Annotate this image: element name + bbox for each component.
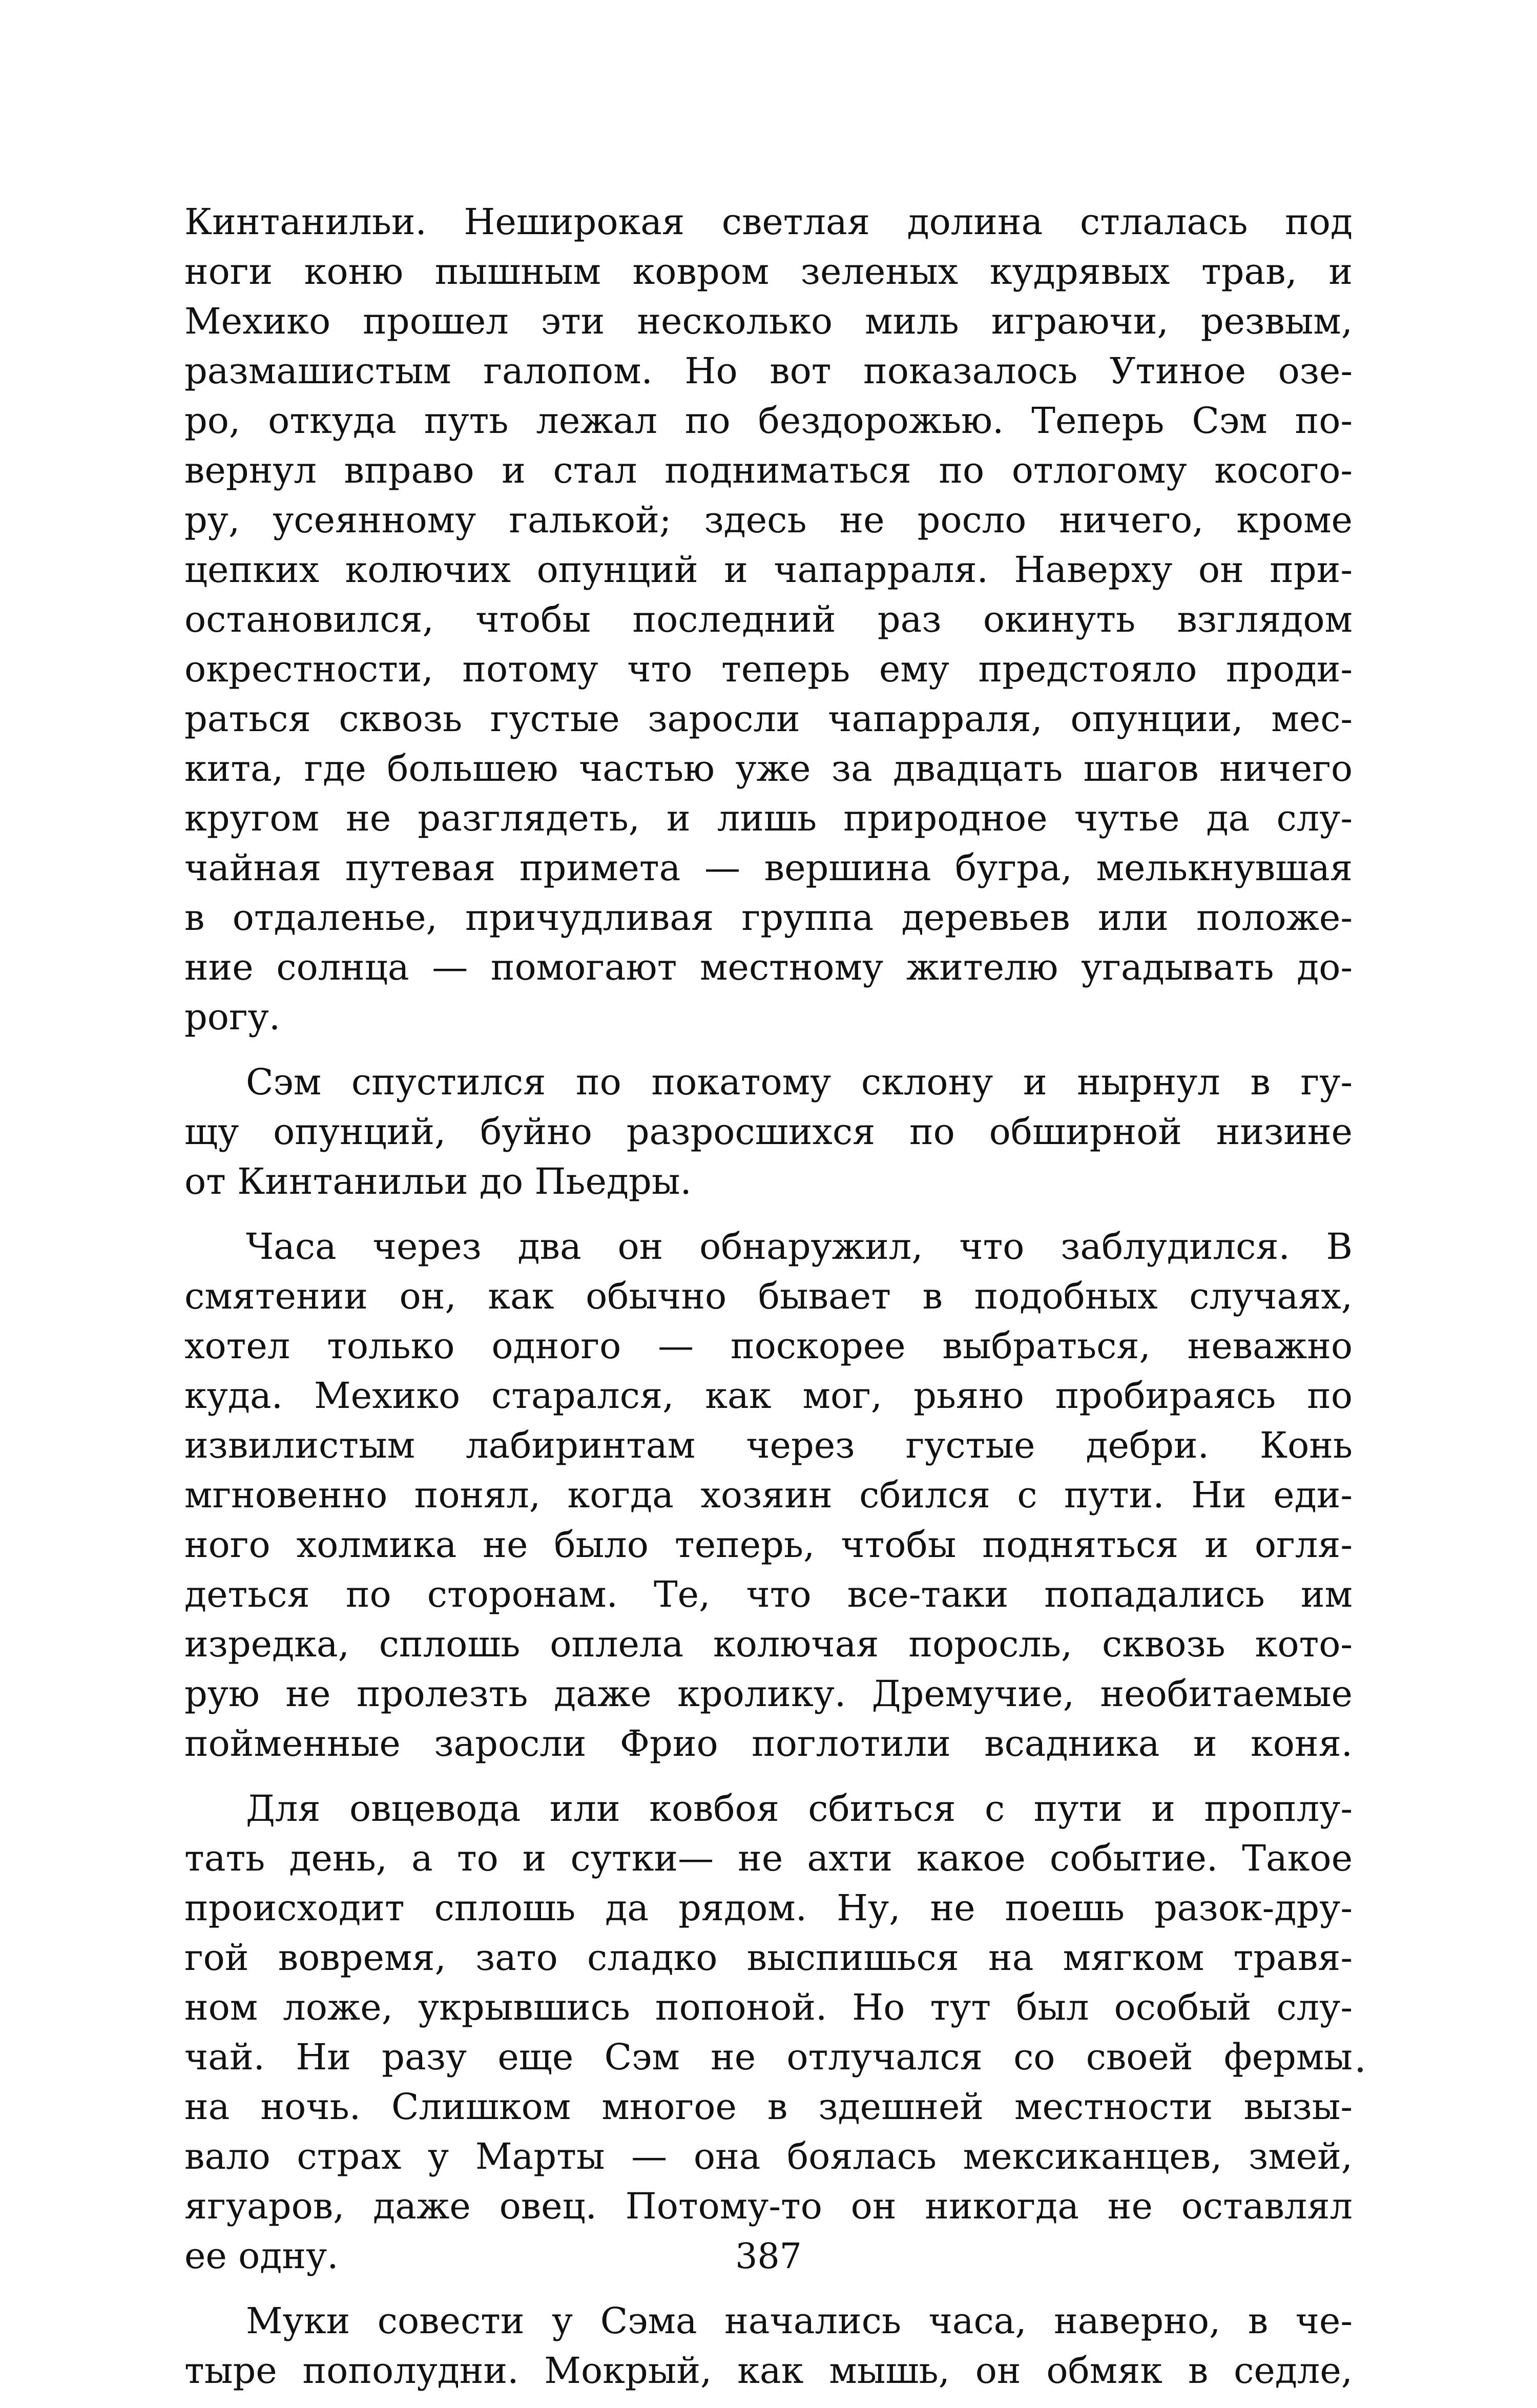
text-line: от Кинтанильи до Пьедры.	[184, 1160, 692, 1202]
text-line: окрестности, потому что теперь ему предстояло проди-	[184, 648, 1353, 690]
text-line: кита, где большею частью уже за двадцать шагов ничего	[184, 748, 1353, 790]
text-line: Мехико прошел эти несколько миль играючи, резвым,	[184, 300, 1353, 342]
text-line: гой вовремя, зато сладко выспишься на мягком травя-	[184, 1937, 1353, 1979]
text-line: куда. Мехико старался, как мог, рьяно пробираясь по	[184, 1375, 1353, 1417]
text-line: рогу.	[184, 996, 281, 1038]
text-line: Сэм спустился по покатому склону и нырнул в гу-	[246, 1061, 1353, 1103]
body-text	[184, 197, 1353, 2396]
text-line: чай. Ни разу еще Сэм не отлучался со своей фермы	[184, 2036, 1353, 2078]
ink-speck	[1358, 2067, 1363, 2072]
text-line: на ночь. Слишком многое в здешней местности вызы-	[184, 2086, 1353, 2128]
text-line: извилистым лабиринтам через густые дебри. Конь	[184, 1424, 1353, 1466]
text-line: вернул вправо и стал подниматься по отлогому косого-	[184, 449, 1353, 491]
text-line: ро, откуда путь лежал по бездорожью. Теперь Сэм по-	[184, 400, 1353, 442]
text-line: тать день, а то и сутки— не ахти какое событие. Такое	[184, 1837, 1353, 1879]
text-line: пойменные заросли Фрио поглотили всадника и коня.	[184, 1722, 1353, 1765]
text-line: происходит сплошь да рядом. Ну, не поешь разок-дру-	[184, 1887, 1353, 1929]
text-line: ее одну.	[184, 2235, 339, 2277]
text-line: цепких колючих опунций и чапарраля. Наверху он при-	[184, 549, 1353, 591]
text-line: Часа через два он обнаружил, что заблудился. В	[246, 1226, 1353, 1268]
text-line: смятении он, как обычно бывает в подобных случаях,	[184, 1275, 1353, 1317]
text-line: мгновенно понял, когда хозяин сбился с пути. Ни еди-	[184, 1474, 1353, 1516]
page-number: 387	[735, 2236, 802, 2277]
text-line: хотел только одного — поскорее выбраться, неважно	[184, 1325, 1353, 1367]
text-line: Кинтанильи. Неширокая светлая долина стлалась под	[184, 201, 1353, 243]
text-line: изредка, сплошь оплела колючая поросль, сквозь кото-	[184, 1623, 1353, 1665]
text-line: раться сквозь густые заросли чапарраля, опунции, мес-	[184, 698, 1353, 740]
text-line: ном ложе, укрывшись попоной. Но тут был особый слу-	[184, 1986, 1353, 2028]
text-line: размашистым галопом. Но вот показалось Утиное озе-	[184, 350, 1353, 392]
paragraph-3	[184, 1222, 1353, 1769]
text-line: кругом не разглядеть, и лишь природное чутье да слу-	[184, 797, 1353, 839]
text-line: Муки совести у Сэма начались часа, наверно, в че-	[246, 2300, 1353, 2342]
text-line: щу опунций, буйно разросшихся по обширной низине	[184, 1111, 1353, 1153]
text-line: деться по сторонам. Те, что все-таки попадались им	[184, 1573, 1353, 1615]
text-line: остановился, чтобы последний раз окинуть взглядом	[184, 598, 1353, 640]
text-line: Для овцевода или ковбоя сбиться с пути и проплу-	[246, 1788, 1353, 1830]
paragraph-5	[184, 2296, 1353, 2396]
paragraph-2	[184, 1057, 1353, 1207]
paragraph-1	[184, 197, 1353, 1042]
text-line: в отдаленье, причудливая группа деревьев или положе-	[184, 897, 1353, 939]
paragraph-4	[184, 1784, 1353, 2281]
text-line: ру, усеянному галькой; здесь не росло ничего, кроме	[184, 499, 1353, 541]
text-line: рую не пролезть даже кролику. Дремучие, необитаемые	[184, 1673, 1353, 1715]
text-line: вало страх у Марты — она боялась мексиканцев, змей,	[184, 2135, 1353, 2177]
text-line: ного холмика не было теперь, чтобы подняться и огля-	[184, 1524, 1353, 1566]
text-line: чайная путевая примета — вершина бугра, мелькнувшая	[184, 847, 1353, 889]
text-line: ноги коню пышным ковром зеленых кудрявых трав, и	[184, 251, 1353, 293]
text-line: ягуаров, даже овец. Потому-то он никогда не оставлял	[184, 2185, 1353, 2227]
text-line: тыре пополудни. Мокрый, как мышь, он обмяк в седле,	[184, 2350, 1353, 2392]
text-line: ние солнца — помогают местному жителю угадывать до-	[184, 946, 1353, 988]
